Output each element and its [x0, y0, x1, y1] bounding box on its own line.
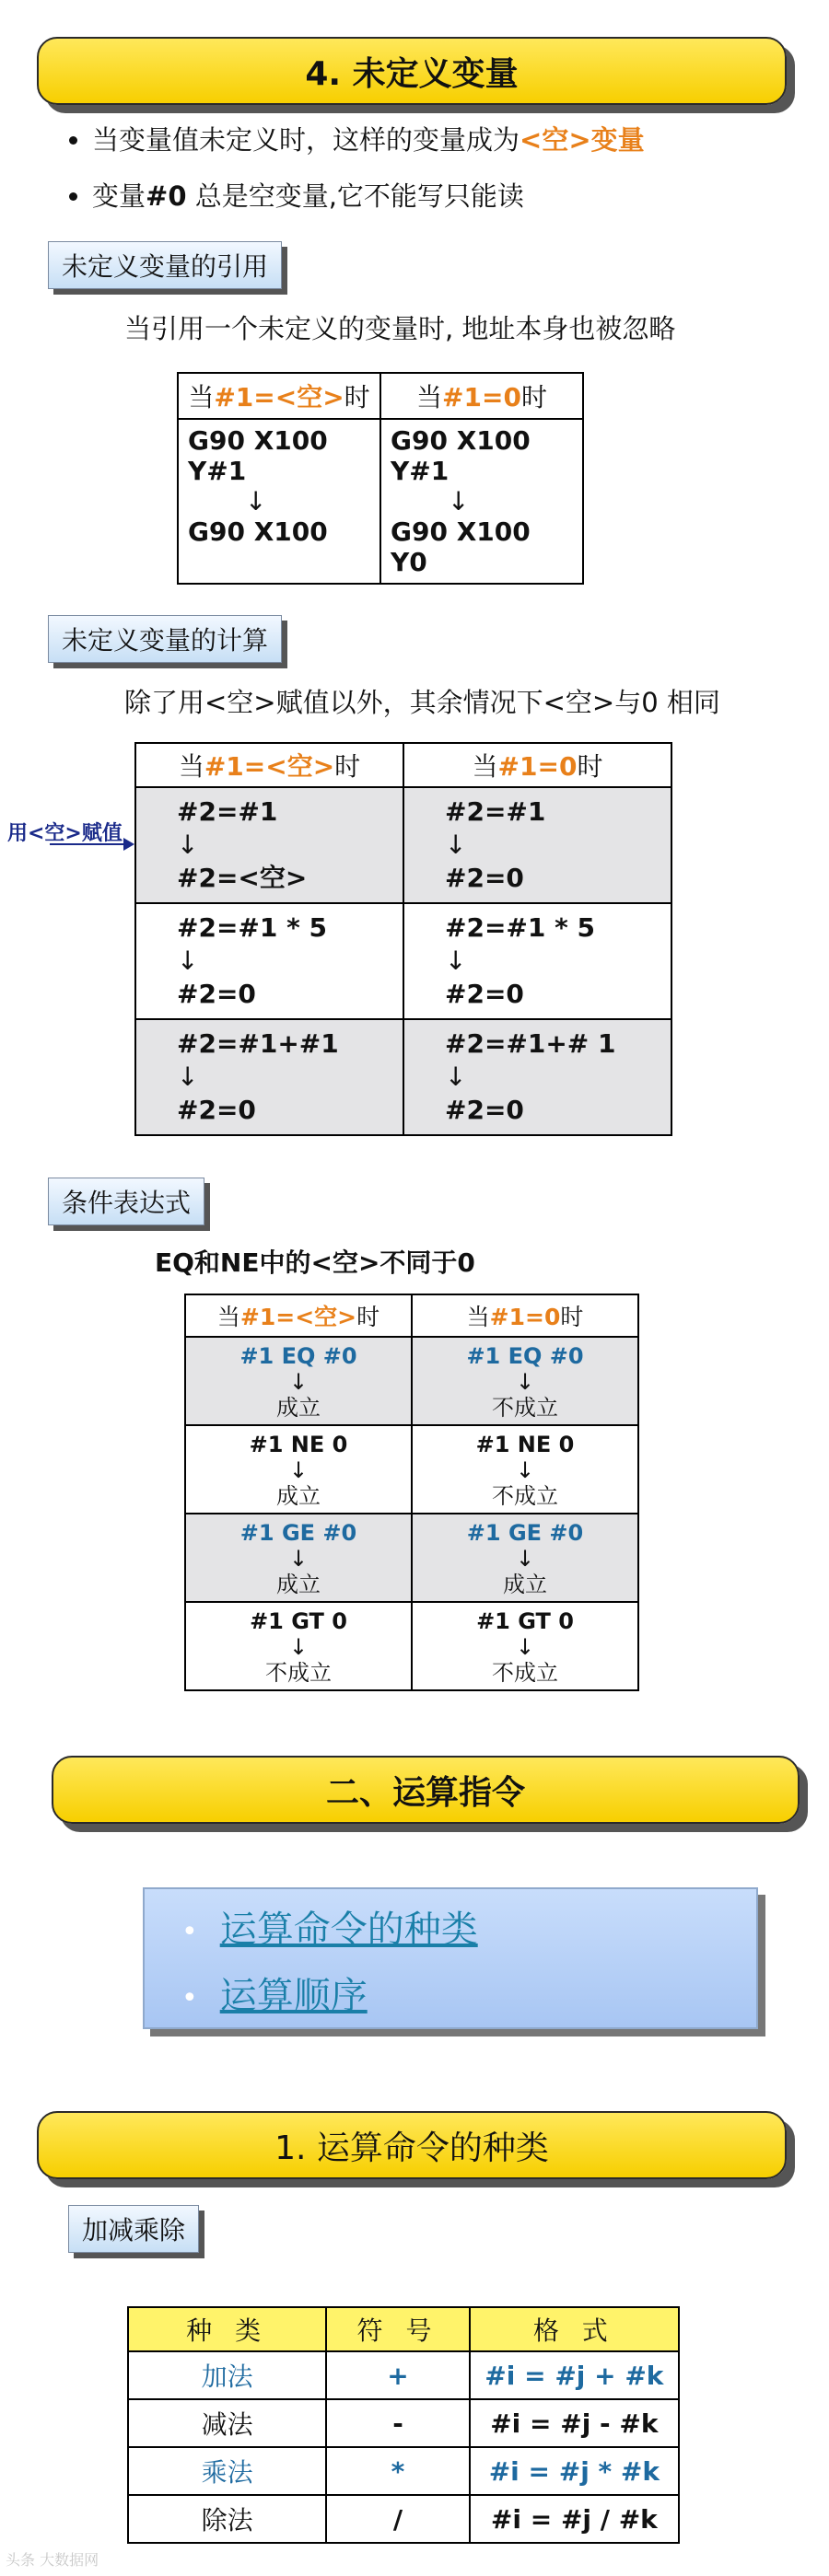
conditions-description: EQ和NE中的<空>不同于0	[155, 1247, 475, 1278]
section-title: 4. 未定义变量	[305, 54, 519, 93]
section-title-banner	[37, 2111, 787, 2179]
table-header: 格 式	[470, 2307, 679, 2351]
section-title-banner	[52, 1756, 800, 1824]
section-title-banner	[37, 37, 787, 105]
table-row: #2=#1+#1 ↓ #2=0 #2=#1+# 1 ↓ #2=0	[135, 1019, 671, 1135]
table-header: 当#1=0时	[412, 1294, 638, 1337]
calculation-table	[134, 742, 672, 1136]
table-row: #1 GT 0 ↓ 不成立 #1 GT 0 ↓ 不成立	[185, 1602, 638, 1690]
reference-table	[177, 372, 584, 585]
subsection-label-calculation: 未定义变量的计算	[48, 615, 282, 663]
table-header: 当#1=<空>时	[135, 743, 403, 787]
down-arrow-icon: ↓	[245, 486, 267, 516]
subsection-label-reference: 未定义变量的引用	[48, 241, 282, 289]
table-row: #1 NE 0 ↓ 成立 #1 NE 0 ↓ 不成立	[185, 1425, 638, 1514]
reference-description: 当引用一个未定义的变量时, 地址本身也被忽略	[124, 313, 676, 344]
table-row: #2=#1 * 5 ↓ #2=0 #2=#1 * 5 ↓ #2=0	[135, 903, 671, 1019]
subsection-label-arithmetic: 加减乘除	[68, 2205, 199, 2253]
table-cell: G90 X100 Y#1 ↓ G90 X100	[178, 419, 380, 584]
table-row: 减法 - #i = #j - #k	[128, 2399, 679, 2447]
table-header: 当#1=0时	[380, 373, 583, 419]
table-header: 符 号	[326, 2307, 469, 2351]
table-row: 乘法 * #i = #j * #k	[128, 2447, 679, 2495]
bullet-icon: •	[181, 1915, 198, 1948]
topics-panel	[143, 1887, 758, 2029]
topic-link-operation-order[interactable]: • 运算顺序	[181, 1975, 368, 2017]
bullet-item: • 当变量值未定义时，这样的变量成为<空>变量	[92, 120, 645, 157]
table-header: 当#1=<空>时	[185, 1294, 412, 1337]
bullet-list	[55, 120, 645, 232]
bullet-icon: •	[181, 1981, 198, 2014]
table-row: 除法 / #i = #j / #k	[128, 2495, 679, 2543]
table-header: 当#1=0时	[403, 743, 671, 787]
calculation-description: 除了用<空>赋值以外，其余情况下<空>与0 相同	[124, 687, 720, 718]
conditions-table	[184, 1294, 639, 1691]
table-row: 加法 + #i = #j + #k	[128, 2351, 679, 2399]
table-row: #2=#1 ↓ #2=<空> #2=#1 ↓ #2=0	[135, 787, 671, 903]
table-header: 种 类	[128, 2307, 326, 2351]
table-cell: G90 X100 Y#1 ↓ G90 X100 Y0	[380, 419, 583, 584]
bullet-item: • 变量#0 总是空变量,它不能写只能读	[92, 176, 645, 214]
topic-link-operation-types[interactable]: • 运算命令的种类	[181, 1909, 478, 1951]
table-row: #1 GE #0 ↓ 成立 #1 GE #0 ↓ 成立	[185, 1514, 638, 1602]
section-title: 二、运算指令	[325, 1773, 525, 1812]
table-header: 当#1=<空>时	[178, 373, 380, 419]
section-title: 1. 运算命令的种类	[274, 2129, 549, 2167]
operations-table	[127, 2306, 680, 2544]
table-row: #1 EQ #0 ↓ 成立 #1 EQ #0 ↓ 不成立	[185, 1337, 638, 1425]
watermark: 头条 大数据网	[6, 2551, 99, 2569]
right-arrow-icon	[50, 832, 134, 856]
assign-empty-label: 用<空>赋值	[7, 822, 123, 845]
subsection-label-conditions: 条件表达式	[48, 1178, 204, 1225]
down-arrow-icon: ↓	[448, 486, 470, 516]
